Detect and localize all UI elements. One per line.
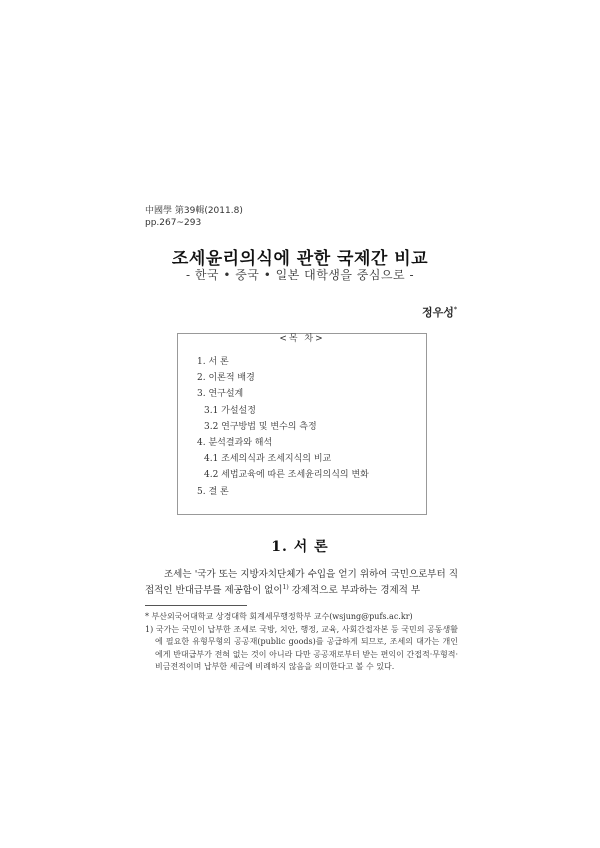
journal-volume: 中國學 第39輯(2011.8) [145,206,243,216]
footnote-reference: 1) [282,583,289,591]
footnote-1: 1) 국가는 국민이 납부한 조세로 국방, 치안, 행정, 교육, 사회간접자본 등 국민의 공동생활에 필요한 유형무형의 공공재(public goods)를 공급하게 되므로, 조세의 대가는 개인에게 반대급부가 전혀 없는 것이 아니라 다만 공공재로부터 받는 편익이 간접적·무형적·비금전적이며 납부한 세금에 비례하지 않음을 의미한다고 볼 수 있다. [145,624,458,672]
footnotes [145,611,458,674]
paper-subtitle: - 한국 • 중국 • 일본 대학생을 중심으로 - [185,268,415,282]
author [422,304,457,320]
footnote-author: * 부산외국어대학교 상경대학 회계세무행정학부 교수(wsjung@pufs.ac.kr) [145,612,413,621]
author-name: 정우성 [421,306,454,319]
toc-subitem: 3.1 가설설정 [204,405,256,416]
body-text [145,567,458,599]
toc-item: 2. 이론적 배경 [197,373,255,384]
table-of-contents [177,333,427,515]
paper-title: 조세윤리의식에 관한 국제간 비교 [171,249,429,269]
footnote-divider [145,605,247,606]
toc-item: 3. 연구설계 [197,389,244,400]
author-footnote-mark: * [453,306,457,314]
toc-subitem: 3.2 연구방법 및 변수의 측정 [204,421,317,432]
section-heading: 1. 서 론 [271,539,329,555]
toc-label: <목 차> [273,334,330,344]
toc-list [197,354,369,500]
toc-item: 1. 서 론 [197,357,229,367]
toc-subitem: 4.2 세법교육에 따른 조세윤리의식의 변화 [204,470,369,481]
journal-pages: pp.267~293 [145,218,202,228]
toc-item: 4. 분석결과와 해석 [197,437,273,448]
toc-item: 5. 결 론 [197,486,229,497]
body-paragraph: 조세는 '국가 또는 지방자치단체가 수입을 얻기 위하여 국민으로부터 직접적인 반대급부를 제공함이 없이$^{1)}$ 강제적으로 부과하는 경제적 부 [145,569,458,596]
journal-header [145,205,243,229]
toc-subitem: 4.1 조세의식과 조세지식의 비교 [204,454,332,465]
